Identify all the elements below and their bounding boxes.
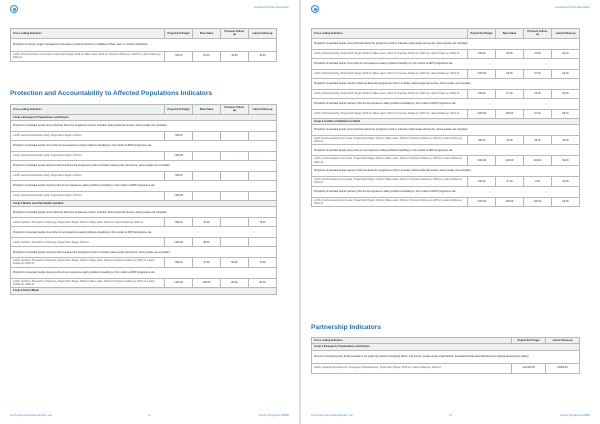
indicator-source: LAOS, Food Assistance for Assets, Project End Target: 2016.12, Base value: 2014.12, Previous Follow-up: 2015.12, Latest Follow-up: 2016.12 <box>312 177 468 187</box>
latest-followup-value: 99.20 <box>552 109 580 118</box>
footer-programme: Country Programme 200860 <box>559 414 590 417</box>
col-end-target: Project End Target <box>512 338 546 344</box>
latest-followup-value: 99.00 <box>552 197 580 207</box>
table-header-row <box>312 29 580 39</box>
col-base-value: Base Value <box>193 29 221 39</box>
end-target-value: =80.00 <box>468 89 496 98</box>
col-prev-followup: Previous Follow-up <box>221 105 249 115</box>
base-value <box>193 171 221 180</box>
protection-rows-2 <box>11 207 277 288</box>
latest-followup-value: 50.00 <box>552 89 580 98</box>
indicator-source: LAOS, General Distribution (GD), Project End Target: 2016.12 <box>11 171 165 180</box>
table-header-row <box>11 29 277 39</box>
table-row <box>312 350 580 363</box>
base-value <box>193 191 221 200</box>
table-row <box>11 160 277 171</box>
indicator-text: Proportion of assisted people (women) informed about the programme (who is included, what people will receive, where people can complain) <box>11 160 277 171</box>
col-latest-followup: Latest Follow-up <box>552 29 580 39</box>
indicator-text: Proportion of assisted people (women) informed about the programme (who is included, what people will receive, where people can complain) <box>11 247 277 258</box>
left-page <box>0 0 299 424</box>
right-footer <box>311 414 590 419</box>
indicator-source: LAOS, Nutrition: Prevention of Stunting, Project End Target: 2016.12, Base value: 2014.12, Previous Follow-up: 2015.12, Latest Follow-up: 2016.12 <box>11 278 165 288</box>
page-number: 15 <box>449 414 452 417</box>
prev-followup-value: 56.00 <box>221 258 249 268</box>
livelihood-rows <box>312 124 580 206</box>
protection-section-title: Protection and Accountability to Affected Populations Indicators <box>10 90 213 97</box>
base-value: 96.00 <box>496 69 524 78</box>
prev-followup-value <box>221 131 249 140</box>
col-latest-followup: Latest Follow-up <box>249 29 277 39</box>
end-target-value: =100.00 <box>165 238 193 247</box>
indicator-source: LAOS, School Feeding, Project End Target: 2016.12, Base value: 2014.12, Previous Follow-up: 2015.12, Latest Follow-up: 2016.12 <box>312 109 468 118</box>
base-value <box>193 151 221 160</box>
latest-followup-value <box>249 131 277 140</box>
indicator-text: Proportion of assisted people (women) who do not experience safety problems travelling to, from and/or at WFP programme site <box>11 180 277 191</box>
table-row <box>11 140 277 151</box>
prev-followup-value: 97.00 <box>524 69 552 78</box>
base-value: 20.00 <box>193 218 221 227</box>
table-row <box>11 238 277 247</box>
partnership-section-title: Partnership Indicators <box>311 324 381 331</box>
indicator-text: Proportion of assisted people (women) informed about the programme (who is included, what people will receive, where people can complain) <box>312 78 580 89</box>
table-row <box>312 186 580 197</box>
prev-followup-value: 28.00 <box>524 135 552 145</box>
end-target-value: =40,000.00 <box>512 363 546 373</box>
table-row <box>312 363 580 373</box>
table-row <box>11 218 277 227</box>
latest-followup-value: 44.00 <box>249 51 277 61</box>
latest-followup-value <box>249 238 277 247</box>
col-indicator: Cross-cutting Indicators <box>11 29 165 39</box>
indicator-text: Proportion of women project management committee members trained on modalities of food, cash, or voucher distribution <box>11 38 277 51</box>
table-row <box>312 98 580 109</box>
component-label: Comp.1-Emergency Preparedness and Respon <box>312 344 580 350</box>
indicator-text: Proportion of assisted people (men) informed about the programme (who is included, what people will receive, where people can complain) <box>312 38 580 49</box>
indicator-source: LAOS, School Feeding, Project End Target: 2016.12, Base value: 2014.12, Previous Follow-up: 2015.12, Latest Follow-up: 2016.12 <box>312 69 468 78</box>
indicator-source: LAOS, Capacity Development - Emergency Preparedness, Project End Target: 2016.12, Latest Follow-up: 2016.12 <box>312 363 512 373</box>
table-row <box>11 171 277 180</box>
prev-followup-value: 0.00 <box>524 177 552 187</box>
base-value <box>193 131 221 140</box>
indicator-text: Proportion of assisted people (men) informed about the programme (who is included, what people will receive, where people can complain) <box>312 124 580 135</box>
latest-followup-value: 50.10 <box>552 49 580 58</box>
table-row <box>312 177 580 187</box>
indicator-source: LAOS, School Feeding, Project End Target: 2016.12, Base value: 2014.12, Previous Follow-up: 2015.12, Latest Follow-up: 2016.12 <box>312 49 468 58</box>
indicator-text: Amount of complementary funds provided to the project by partners (including NGOs, civil society, private sector organizations, international financial institutions and regional development banks) <box>312 350 580 363</box>
latest-followup-value: 34.00 <box>552 135 580 145</box>
indicator-source: LAOS, Nutrition: Prevention of Stunting, Project End Target: 2016.12, Base value: 2014.12, Previous Follow-up: 2015.12, Latest Follow-up: 2016.12 <box>11 258 165 268</box>
prev-followup-value: 22.00 <box>524 49 552 58</box>
indicator-text: Proportion of assisted people (women) who do not experience safety problems travelling to, from and/or at WFP programme site <box>312 186 580 197</box>
running-head: Household Project Description <box>555 6 590 9</box>
col-end-target: Project End Target <box>165 29 193 39</box>
right-page <box>301 0 600 424</box>
table-row <box>11 267 277 278</box>
prev-followup-value <box>221 238 249 247</box>
table-row <box>312 58 580 69</box>
indicator-text: Proportion of assisted people (men) informed about the programme (who is included, what people will receive, where people can complain) <box>11 207 277 218</box>
table-row <box>11 131 277 140</box>
col-end-target: Project End Target <box>468 29 496 39</box>
table-row <box>312 38 580 49</box>
table-row <box>312 124 580 135</box>
latest-followup-value: 34.00 <box>552 177 580 187</box>
wfp-logo-icon <box>311 5 319 13</box>
indicator-text: Proportion of assisted people (men) informed about the programme (who is included, what people will receive, where people can complain) <box>11 120 277 131</box>
end-target-value: =80.00 <box>165 171 193 180</box>
col-latest-followup: Latest Follow-up <box>249 105 277 115</box>
indicator-text: Proportion of assisted people (men) who do not experience safety problems travelling to, from and/or at WFP programme site <box>11 227 277 238</box>
end-target-value: =80.00 <box>165 131 193 140</box>
table-row <box>11 258 277 268</box>
latest-followup-value: 79.20 <box>249 218 277 227</box>
indicator-source: LAOS, Food Assistance for Assets, Project End Target: 2016.12, Base value: 2014.12, Previous Follow-up: 2015.12, Latest Follow-up: 2016.12 <box>312 197 468 207</box>
base-value: 52.00 <box>193 51 221 61</box>
prev-followup-value: - <box>221 151 249 160</box>
base-value: 100.00 <box>496 109 524 118</box>
latest-followup-value <box>249 191 277 200</box>
indicator-source: LAOS, Nutrition: Prevention of Stunting, Project End Target: 2016.12, Base value: 2014.12, Latest Follow-up: 2016.12 <box>11 218 165 227</box>
table-row <box>312 49 580 58</box>
indicator-source: LAOS, General Distribution (GD), Project End Target: 2016.12 <box>11 191 165 200</box>
col-indicator: Cross-cutting Indicators <box>312 338 512 344</box>
base-value: 100.00 <box>496 156 524 166</box>
col-prev-followup: Previous Follow-up <box>524 29 552 39</box>
indicator-source: LAOS, General Distribution (GD), Project End Target: 2016.12 <box>11 151 165 160</box>
protection-continued-table <box>311 28 580 207</box>
end-target-value: =100.00 <box>165 191 193 200</box>
table-row <box>11 38 277 51</box>
base-value: 27.00 <box>496 177 524 187</box>
end-target-value: =80.00 <box>165 218 193 227</box>
table-row <box>312 69 580 78</box>
protection-rows-1 <box>11 120 277 200</box>
indicator-source: LAOS, Food Assistance for Assets, Project End Target: 2016.12, Base value: 2014.12, Previous Follow-up: 2015.12, Latest Follow-up: 2016.12 <box>312 156 468 166</box>
base-value: 27.00 <box>496 89 524 98</box>
table-row <box>312 89 580 98</box>
component-label: Comp.1-Emergency Preparedness and Respon <box>11 114 277 120</box>
base-value: 27.00 <box>193 258 221 268</box>
latest-followup-value: 94.20 <box>552 69 580 78</box>
school-meals-rows <box>312 38 580 118</box>
table-row <box>11 120 277 131</box>
table-row <box>312 78 580 89</box>
table-row <box>11 151 277 160</box>
base-value: 100.00 <box>496 197 524 207</box>
table-row <box>11 51 277 61</box>
col-base-value: Base Value <box>193 105 221 115</box>
indicator-text: Proportion of assisted people (women) who do not experience safety problems travelling to, from and/or at WFP programme site <box>11 267 277 278</box>
footer-country: Lao People's Democratic Republic, Lao <box>311 414 353 417</box>
table-row <box>312 135 580 145</box>
latest-followup-value: 90.00 <box>249 278 277 288</box>
end-target-value: =100.00 <box>468 197 496 207</box>
table-row <box>312 166 580 177</box>
end-target-value: =80.00 <box>468 49 496 58</box>
end-target-value: =100.00 <box>468 109 496 118</box>
latest-followup-value: 99.00 <box>552 156 580 166</box>
footer-country: Lao People's Democratic Republic, Lao <box>10 414 52 417</box>
prev-followup-value: 25.00 <box>524 89 552 98</box>
end-target-value: =100.00 <box>165 278 193 288</box>
col-latest-followup: Latest Follow-up <box>546 338 580 344</box>
base-value: 20.00 <box>496 135 524 145</box>
col-end-target: Project End Target <box>165 105 193 115</box>
protection-table <box>10 104 277 295</box>
footer-programme: Country Programme 200860 <box>258 414 289 417</box>
col-base-value: Base Value <box>496 29 524 39</box>
indicator-text: Proportion of assisted people (women) who do not experience safety problems travelling to, from and/or at WFP programme site <box>312 98 580 109</box>
prev-followup-value <box>221 171 249 180</box>
indicator-source: LAOS, Food Assistance for Assets, Project End Target: 2016.12, Base value: 2014.12, Previous Follow-up: 2015.12, Latest Follow-up: 2016.12 <box>312 135 468 145</box>
component-label: Comp.3-School Meals <box>11 288 277 294</box>
component-label: Comp.2-Mother and Child Health and Nutri <box>11 200 277 206</box>
col-indicator: Cross-cutting Indicators <box>312 29 468 39</box>
base-value: 100.00 <box>193 278 221 288</box>
table-row <box>312 156 580 166</box>
prev-followup-value: 100.00 <box>524 197 552 207</box>
table-row <box>11 247 277 258</box>
latest-followup-value: 73.00 <box>249 258 277 268</box>
end-target-value: =100.00 <box>468 156 496 166</box>
table-row <box>312 109 580 118</box>
prev-followup-value: 30.00 <box>221 51 249 61</box>
component-group-row <box>11 288 277 294</box>
end-target-value: =80.00 <box>468 135 496 145</box>
base-value: 25.00 <box>496 49 524 58</box>
end-target-value: =100.00 <box>468 69 496 78</box>
indicator-text: Proportion of assisted people (women) informed about the programme (who is included, what people will receive, where people can complain) <box>312 166 580 177</box>
col-prev-followup: Previous Follow-up <box>221 29 249 39</box>
table-row <box>11 191 277 200</box>
prev-followup-value <box>221 218 249 227</box>
table-row <box>312 145 580 156</box>
latest-followup-value: 15000.00 <box>546 363 580 373</box>
running-head: Household Project Description <box>254 6 289 9</box>
latest-followup-value <box>249 171 277 180</box>
wfp-logo-icon <box>10 5 18 13</box>
base-value: 96.00 <box>193 238 221 247</box>
table-row <box>11 227 277 238</box>
component-label: Comp.4-Livelihood Initiatives for Nutrit <box>312 118 580 124</box>
indicator-source: LAOS, Nutrition: Prevention of Stunting, Project End Target: 2016.12 <box>11 238 165 247</box>
cross-cutting-gender-table <box>10 28 277 62</box>
table-row <box>11 180 277 191</box>
end-target-value: =100.00 <box>165 151 193 160</box>
table-row <box>11 278 277 288</box>
prev-followup-value <box>221 191 249 200</box>
latest-followup-value: - <box>249 151 277 160</box>
indicator-text: Proportion of assisted people (men) who do not experience safety problems travelling to, from and/or at WFP programme site <box>11 140 277 151</box>
page-number: 14 <box>148 414 151 417</box>
prev-followup-value: 97.00 <box>524 109 552 118</box>
table-row <box>11 207 277 218</box>
indicator-text: Proportion of assisted people (men) who do not experience safety problems travelling to, from and/or at WFP programme site <box>312 58 580 69</box>
indicator-source: LAOS, School Feeding, Project End Target: 2016.12, Base value: 2014.12, Previous Follow-up: 2015.12, Latest Follow-up: 2016.12 <box>312 89 468 98</box>
col-indicator: Cross-cutting Indicators <box>11 105 165 115</box>
prev-followup-value: 100.00 <box>524 156 552 166</box>
indicator-source: LAOS, Food Assistance for Assets, Project End Target: 2016.12, Base value: 2014.12, Previous Follow-up: 2015.12, Latest Follow-up: 2016.12 <box>11 51 165 61</box>
indicator-text: Proportion of assisted people (men) who do not experience safety problems travelling to, from and/or at WFP programme site <box>312 145 580 156</box>
indicator-source: LAOS, General Distribution (GD), Project End Target: 2016.12 <box>11 131 165 140</box>
prev-followup-value: 80.00 <box>221 278 249 288</box>
table-header-row <box>11 105 277 115</box>
end-target-value: =80.00 <box>468 177 496 187</box>
partnership-table <box>311 337 580 374</box>
end-target-value: =60.00 <box>165 51 193 61</box>
end-target-value: =80.00 <box>165 258 193 268</box>
table-row <box>312 197 580 207</box>
left-footer <box>10 414 289 419</box>
